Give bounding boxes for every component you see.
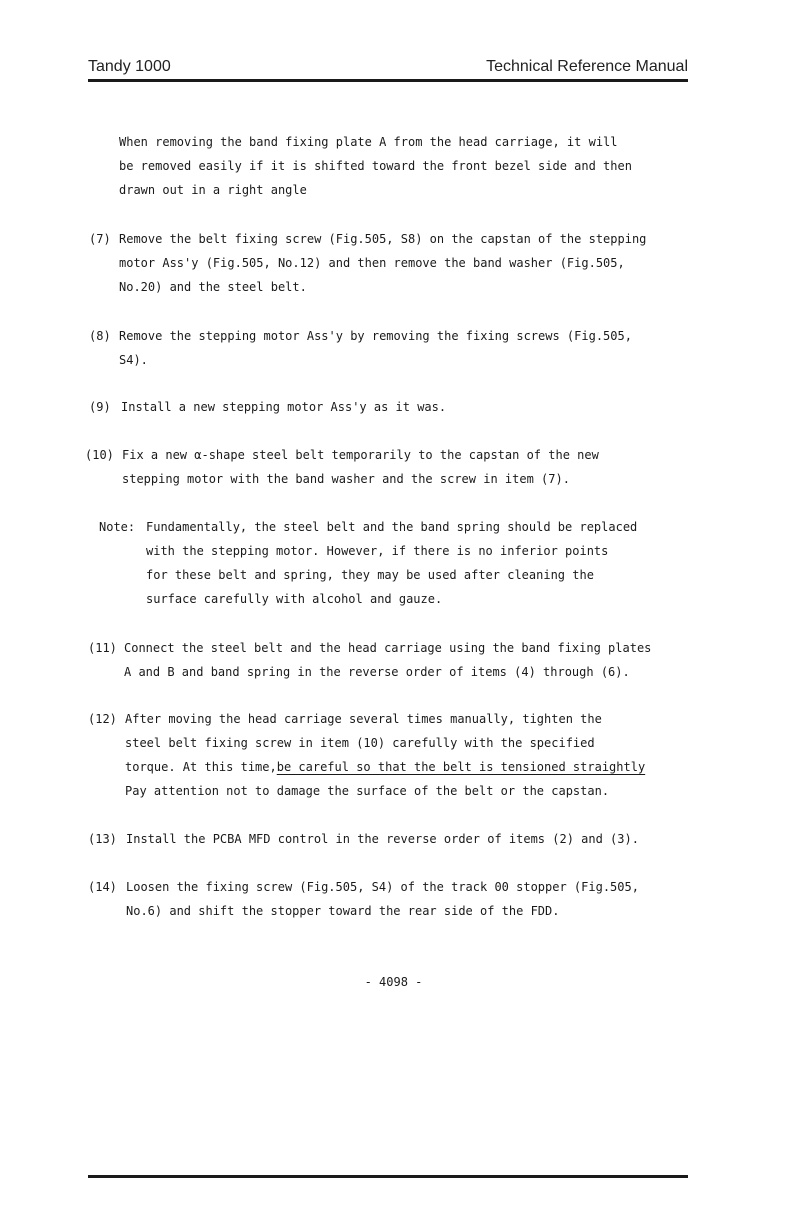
step-14 xyxy=(88,875,639,923)
step-text xyxy=(122,443,599,491)
step-line: Fix a new α-shape steel belt temporarily to the capstan of the new xyxy=(122,448,599,462)
step-line: S4). xyxy=(119,353,148,367)
step-line: Remove the belt fixing screw (Fig.505, S8) on the capstan of the stepping xyxy=(119,232,647,246)
step-line: Loosen the fixing screw (Fig.505, S4) of the track 00 stopper (Fig.505, xyxy=(126,880,639,894)
step-9 xyxy=(89,395,446,419)
step-line-plain: torque. At this time, xyxy=(125,760,277,774)
step-11 xyxy=(88,636,688,684)
intro-line: When removing the band fixing plate A from the head carriage, it will xyxy=(119,135,618,149)
step-line: stepping motor with the band washer and the screw in item (7). xyxy=(122,472,570,486)
step-line: A and B and band spring in the reverse order of items (4) through (6). xyxy=(124,665,630,679)
intro-line: drawn out in a right angle xyxy=(119,183,307,197)
step-number: (11) xyxy=(88,641,117,655)
note-line: for these belt and spring, they may be used after cleaning the xyxy=(146,568,594,582)
note-line: Fundamentally, the steel belt and the band spring should be replaced xyxy=(146,520,638,534)
step-line: steel belt fixing screw in item (10) carefully with the specified xyxy=(125,736,595,750)
step-text xyxy=(126,827,639,851)
step-8 xyxy=(89,324,632,372)
step-number: (8) xyxy=(89,329,111,343)
footer-divider xyxy=(88,1175,688,1178)
step-number: (9) xyxy=(89,400,111,414)
step-line: After moving the head carriage several times manually, tighten the xyxy=(125,712,602,726)
header-divider xyxy=(88,79,688,82)
step-line: Remove the stepping motor Ass'y by removing the fixing screws (Fig.505, xyxy=(119,329,632,343)
step-7 xyxy=(89,227,687,299)
step-text xyxy=(125,707,688,803)
step-number: (13) xyxy=(88,832,117,846)
step-text xyxy=(121,395,446,419)
header-title-left: Tandy 1000 xyxy=(88,58,171,75)
step-number: (12) xyxy=(88,712,117,726)
step-line: No.20) and the steel belt. xyxy=(119,280,307,294)
step-line xyxy=(125,755,688,779)
header-title-right: Technical Reference Manual xyxy=(486,58,688,75)
step-10 xyxy=(85,443,599,491)
step-line: Pay attention not to damage the surface of the belt or the capstan. xyxy=(125,784,610,798)
step-text xyxy=(126,875,639,923)
step-text xyxy=(119,227,687,299)
step-line: No.6) and shift the stopper toward the rear side of the FDD. xyxy=(126,904,560,918)
step-12 xyxy=(88,707,688,803)
step-number: (10) xyxy=(85,448,114,462)
underlined-emphasis: be careful so that the belt is tensioned straightly xyxy=(276,760,646,774)
note-line: surface carefully with alcohol and gauze. xyxy=(146,592,443,606)
step-line: motor Ass'y (Fig.505, No.12) and then remove the band washer (Fig.505, xyxy=(119,256,625,270)
note-line: with the stepping motor. However, if there is no inferior points xyxy=(146,544,609,558)
step-line: Connect the steel belt and the head carriage using the band fixing plates xyxy=(124,641,652,655)
note-label: Note: xyxy=(99,520,136,534)
step-text xyxy=(124,636,688,684)
note-text xyxy=(146,515,637,611)
page-number: - 4098 - xyxy=(364,975,423,989)
step-line: Install a new stepping motor Ass'y as it was. xyxy=(121,400,447,414)
intro-paragraph xyxy=(119,130,632,202)
step-number: (7) xyxy=(89,232,111,246)
step-line: Install the PCBA MFD control in the reverse order of items (2) and (3). xyxy=(126,832,639,846)
step-text xyxy=(119,324,632,372)
step-13 xyxy=(88,827,639,851)
step-number: (14) xyxy=(88,880,117,894)
intro-line: be removed easily if it is shifted toward the front bezel side and then xyxy=(119,159,632,173)
note-block xyxy=(99,515,637,611)
